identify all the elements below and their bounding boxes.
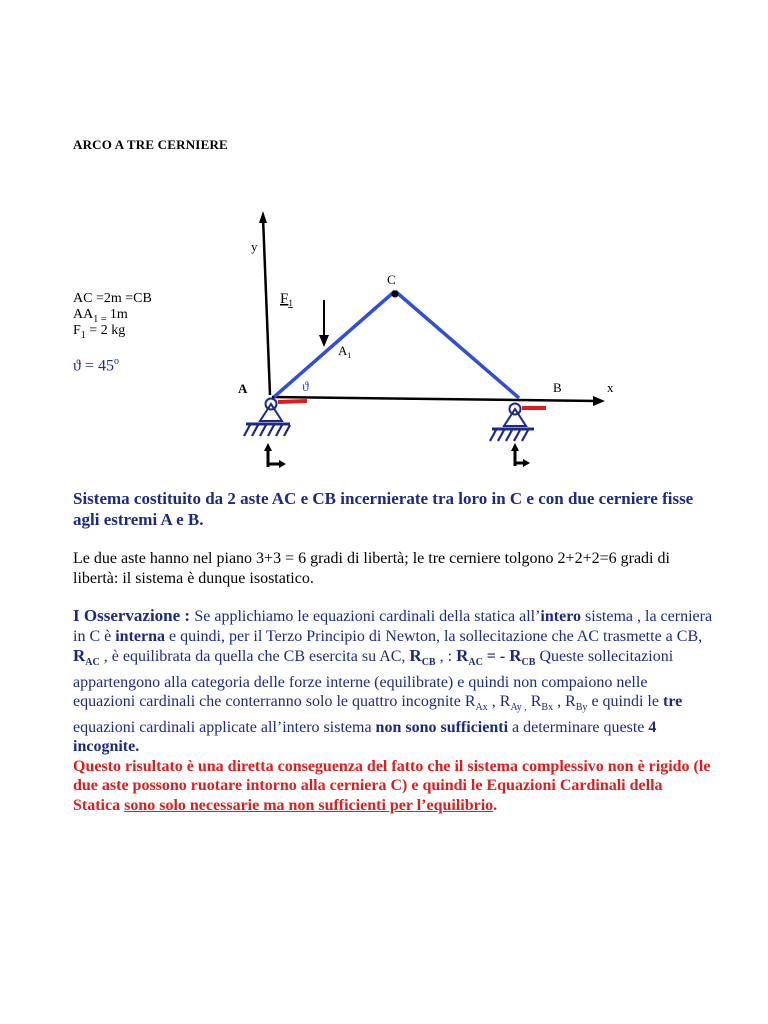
obs-r3-sub: AC	[468, 657, 483, 669]
given-f1-suffix: = 2 kg	[85, 323, 126, 338]
three-hinged-arch-diagram	[230, 205, 630, 475]
hinge-support-a	[244, 399, 307, 469]
obs-conclusion-underlined: sono solo necessarie ma non sufficienti per l’equilibrio	[124, 796, 494, 814]
hinge-c	[392, 291, 399, 298]
page-title: ARCO A TRE CERNIERE	[73, 137, 228, 152]
given-ac: AC =2m =CB	[73, 291, 152, 306]
obs-text-2: sistema , la cerniera in C è	[73, 608, 713, 645]
obs-r3: R	[456, 646, 469, 665]
obs-interna: interna	[115, 627, 165, 645]
obs-four-unknowns: 4 incognite.	[73, 718, 657, 756]
obs-r1: R	[73, 646, 86, 665]
obs-sep-1: , R	[487, 693, 511, 711]
obs-text-3: e quindi, per il Terzo Principio di Newton, la sollecitazione che AC trasmette a CB,	[165, 627, 703, 645]
given-f1	[73, 323, 125, 344]
obs-text-1: Se applichiamo le equazioni cardinali della statica all’	[194, 608, 541, 625]
obs-text-9: a determinare queste	[508, 718, 649, 736]
point-a-label: A	[238, 381, 248, 396]
force-f1-arrowhead	[319, 335, 329, 347]
obs-sep-2: R	[526, 693, 542, 711]
obs-sub-ax: Ax	[475, 702, 488, 714]
theta-degree: o	[113, 356, 119, 367]
y-axis-line	[263, 217, 270, 395]
obs-sep-3: , R	[553, 693, 576, 711]
x-axis-line	[272, 397, 598, 401]
given-f1-prefix: F	[73, 323, 81, 338]
obs-text-6: Queste sollecitazioni appartengono alla categoria delle forze interne (equilibrate) e quindi non compaiono nelle equazioni cardinali che conterranno solo le quattro incognite R	[73, 648, 674, 711]
y-axis-arrowhead	[259, 211, 267, 223]
obs-conclusion-end: .	[493, 796, 498, 814]
x-axis-arrowhead	[593, 396, 605, 406]
given-theta	[73, 356, 119, 375]
obs-text-8: equazioni cardinali applicate all’intero sistema	[73, 718, 376, 736]
hinge-support-b	[490, 404, 546, 468]
obs-r2: R	[409, 646, 422, 665]
paragraph-system-description: Sistema costituito da 2 aste AC e CB incernierate tra loro in C e con due cerniere fisse agli estremi A e B.	[73, 489, 694, 529]
obs-conclusion: Questo risultato è una diretta conseguenza del fatto che il sistema complessivo non è rigido (le due aste possono ruotare intorno alla cerniera C) e quindi le Equazioni Cardinali della Statica	[73, 757, 711, 814]
theta-value: = 45	[80, 357, 114, 375]
obs-text-5: , :	[435, 648, 457, 665]
support-a-red-mark	[278, 401, 307, 402]
obs-intero: intero	[540, 608, 582, 625]
obs-r4: R	[509, 646, 522, 665]
obs-text-7: e quindi le	[587, 693, 663, 711]
given-aa1-suffix: 1m	[106, 307, 128, 322]
paragraph-degrees-of-freedom: Le due aste hanno nel piano 3+3 = 6 gradi di libertà; le tre cerniere tolgono 2+2+2=6 gradi di libertà: il sistema è dunque isostatico.	[73, 550, 670, 587]
given-aa1-prefix: AA	[73, 307, 94, 322]
obs-r2-sub: CB	[421, 657, 436, 669]
obs-tre: tre	[662, 693, 683, 711]
obs-r4-sub: CB	[521, 657, 536, 669]
point-c-label: C	[387, 272, 396, 287]
obs-eq-mid: = -	[482, 648, 510, 665]
y-axis-label: y	[251, 239, 258, 254]
obs-sub-bx: Bx	[541, 702, 554, 714]
theta-symbol: ϑ	[73, 357, 81, 375]
obs-text-4: , è equilibrata da quella che CB esercita su AC,	[99, 648, 410, 665]
observation-heading: I Osservazione :	[73, 606, 195, 625]
x-axis-label: x	[607, 380, 614, 395]
obs-sub-ay: Ay ,	[510, 702, 527, 714]
paragraph-observation	[73, 606, 713, 815]
bar-cb	[395, 291, 519, 398]
point-b-label: B	[553, 380, 562, 395]
given-f1-sub: 1	[80, 329, 86, 341]
obs-sub-by: By	[575, 702, 588, 714]
obs-non-sufficienti: non sono sufficienti	[375, 718, 509, 736]
given-aa1-sub: 1 =	[93, 313, 107, 325]
angle-theta-label: ϑ	[302, 380, 309, 395]
point-a1-label: $A_1$	[338, 343, 352, 360]
force-f1-label: $F_1$	[280, 291, 293, 308]
obs-r1-sub: AC	[85, 657, 100, 669]
